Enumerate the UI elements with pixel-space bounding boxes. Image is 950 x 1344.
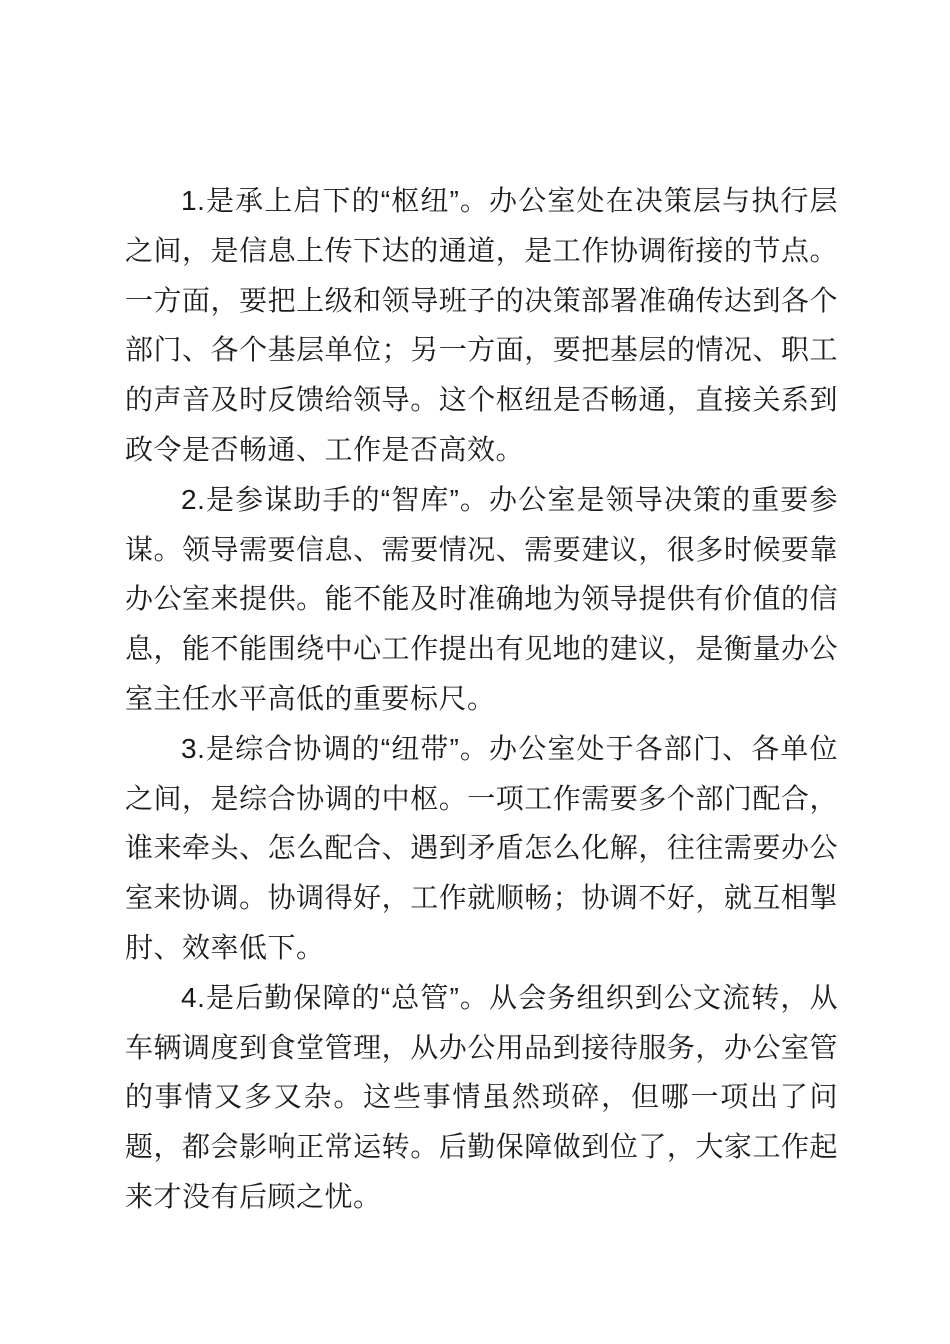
paragraph-hub: 1.是承上启下的“枢纽”。办公室处在决策层与执行层之间，是信息上传下达的通道，是工作协调衔接的节点。一方面，要把上级和领导班子的决策部署准确传达到各个部门、各个基层单位；另一方面，要把基层的情况、职工的声音及时反馈给领导。这个枢纽是否畅通，直接关系到政令是否畅通、工作是否高效。 — [125, 185, 838, 465]
paragraph-logistics: 4.是后勤保障的“总管”。从会务组织到公文流转，从车辆调度到食堂管理，从办公用品到接待服务，办公室管的事情又多又杂。这些事情虽然琐碎，但哪一项出了问题，都会影响正常运转。后勤保障做到位了，大家工作起来才没有后顾之忧。 — [125, 981, 838, 1212]
document-body — [125, 176, 838, 1222]
paragraph-think-tank: 2.是参谋助手的“智库”。办公室是领导决策的重要参谋。领导需要信息、需要情况、需要建议，很多时候要靠办公室来提供。能不能及时准确地为领导提供有价值的信息，能不能围绕中心工作提出有见地的建议，是衡量办公室主任水平高低的重要标尺。 — [125, 483, 838, 714]
paragraph-coordination: 3.是综合协调的“纽带”。办公室处于各部门、各单位之间，是综合协调的中枢。一项工作需要多个部门配合，谁来牵头、怎么配合、遇到矛盾怎么化解，往往需要办公室来协调。协调得好，工作就顺畅；协调不好，就互相掣肘、效率低下。 — [125, 732, 838, 963]
